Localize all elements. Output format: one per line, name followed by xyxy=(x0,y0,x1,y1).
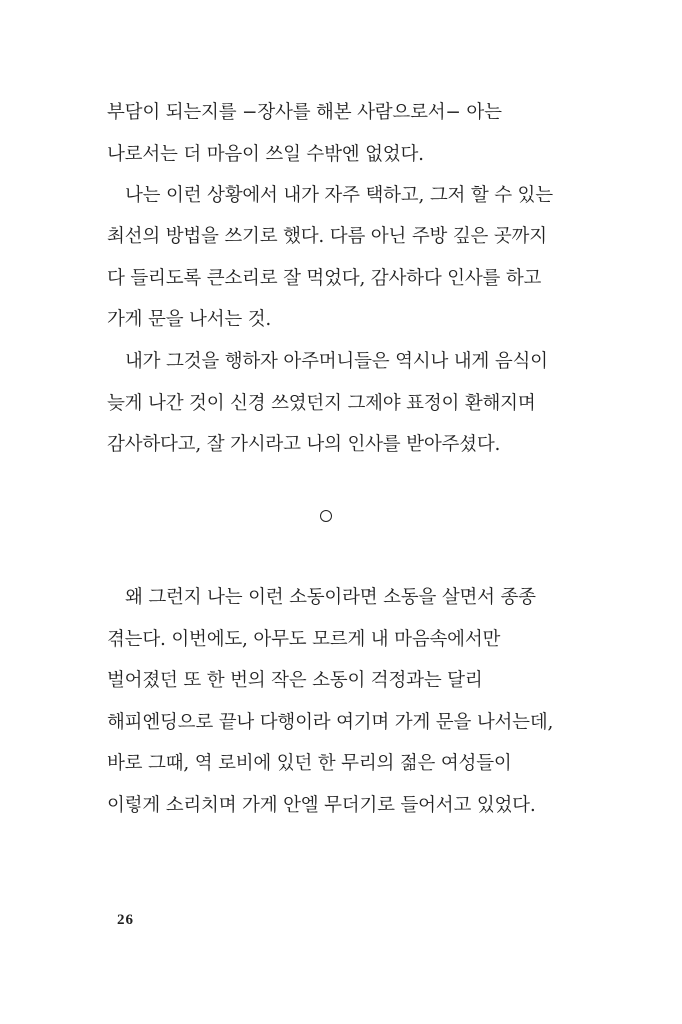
text-line: 감사하다고, 잘 가시라고 나의 인사를 받아주셨다. xyxy=(107,434,501,455)
text-line: 최선의 방법을 쓰기로 했다. 다름 아닌 주방 깊은 곳까지 xyxy=(107,226,547,247)
text-line: 해피엔딩으로 끝나 다행이라 여기며 가게 문을 나서는데, xyxy=(107,712,554,733)
text-line: 다 들리도록 큰소리로 잘 먹었다, 감사하다 인사를 하고 xyxy=(107,268,542,289)
section-separator-circle xyxy=(320,510,332,522)
text-line: 늦게 나간 것이 신경 쓰였던지 그제야 표정이 환해지며 xyxy=(107,393,536,414)
text-line: 바로 그때, 역 로비에 있던 한 무리의 젊은 여성들이 xyxy=(107,753,512,774)
text-line: 왜 그런지 나는 이런 소동이라면 소동을 살면서 종종 xyxy=(125,587,536,608)
text-line: 부담이 되는지를 −장사를 해본 사람으로서− 아는 xyxy=(107,102,502,123)
text-line: 가게 문을 나서는 것. xyxy=(107,309,272,330)
text-line: 나로서는 더 마음이 쓰일 수밖엔 없었다. xyxy=(107,144,424,165)
text-line: 내가 그것을 행하자 아주머니들은 역시나 내게 음식이 xyxy=(125,351,548,372)
text-line: 벌어졌던 또 한 번의 작은 소동이 걱정과는 달리 xyxy=(107,670,483,691)
page-number: 26 xyxy=(117,912,134,928)
text-line: 이렇게 소리치며 가게 안엘 무더기로 들어서고 있었다. xyxy=(107,795,536,816)
text-line: 나는 이런 상황에서 내가 자주 택하고, 그저 할 수 있는 xyxy=(125,185,553,206)
text-line: 겪는다. 이번에도, 아무도 모르게 내 마음속에서만 xyxy=(107,629,501,650)
